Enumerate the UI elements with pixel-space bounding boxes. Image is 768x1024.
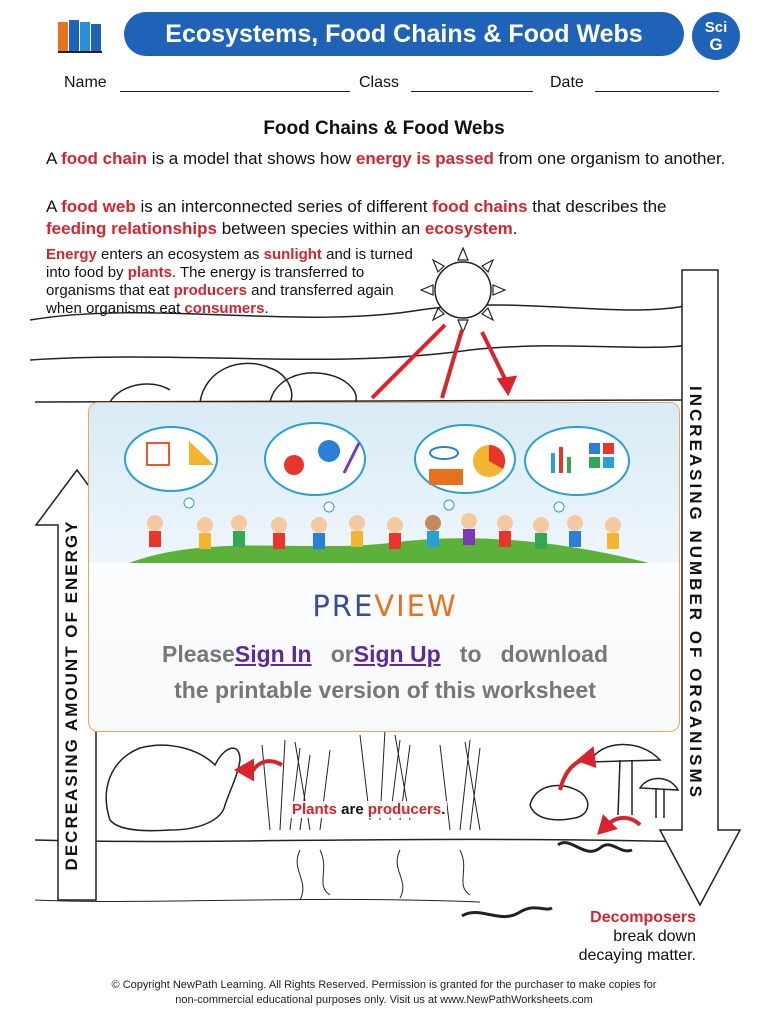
section-title: Food Chains & Food Webs: [263, 118, 505, 139]
decomposers-label: Decomposers break down decaying matter.: [578, 909, 696, 964]
class-label: Class: [359, 74, 400, 91]
badge-subject: Sci: [704, 19, 728, 36]
preview-overlay: [88, 402, 680, 732]
kids-illustration-icon: [89, 403, 680, 563]
newpath-logo-icon: [56, 16, 104, 56]
sign-in-prompt: PleaseSign In orSign Up to download: [161, 641, 608, 667]
sign-in-link[interactable]: Sign In: [234, 641, 312, 667]
class-field[interactable]: [411, 91, 533, 92]
name-field[interactable]: [120, 91, 350, 92]
plants-producers-label: Plants are producers.: [292, 801, 446, 818]
subject-badge: [692, 12, 740, 60]
date-label: Date: [550, 74, 584, 91]
increasing-organisms-label: INCREASING NUMBER OF ORGANISMS: [686, 386, 705, 800]
student-info-row: [64, 74, 724, 96]
printable-version-text: the printable version of this worksheet: [174, 677, 596, 703]
preview-heading: PREVIEW: [312, 589, 458, 623]
name-label: Name: [64, 74, 107, 91]
sign-up-link[interactable]: Sign Up: [353, 641, 441, 667]
date-field[interactable]: [595, 91, 719, 92]
badge-grade: G: [709, 35, 723, 54]
preview-banner: [89, 403, 680, 563]
food-web-definition: A food web is an interconnected series of different food chains that describes the feeding relationships between species within an ecosystem.: [46, 197, 667, 238]
worksheet-title: Ecosystems, Food Chains & Food Webs: [124, 12, 684, 56]
food-chain-definition: A food chain is a model that shows how energy is passed from one organism to another.: [46, 149, 726, 168]
energy-description: Energy enters an ecosystem as sunlight and is turned into food by plants. The energy is transferred to organisms that eat producers and transferred again when organisms eat consumers.: [46, 246, 413, 317]
decreasing-energy-label: DECREASING AMOUNT OF ENERGY: [62, 519, 81, 871]
copyright-footer: © Copyright NewPath Learning. All Rights Reserved. Permission is granted for the purchaser to make copies for non-commercial educational purposes only. Visit us at www.NewPathWorksheets.com: [111, 979, 657, 1006]
